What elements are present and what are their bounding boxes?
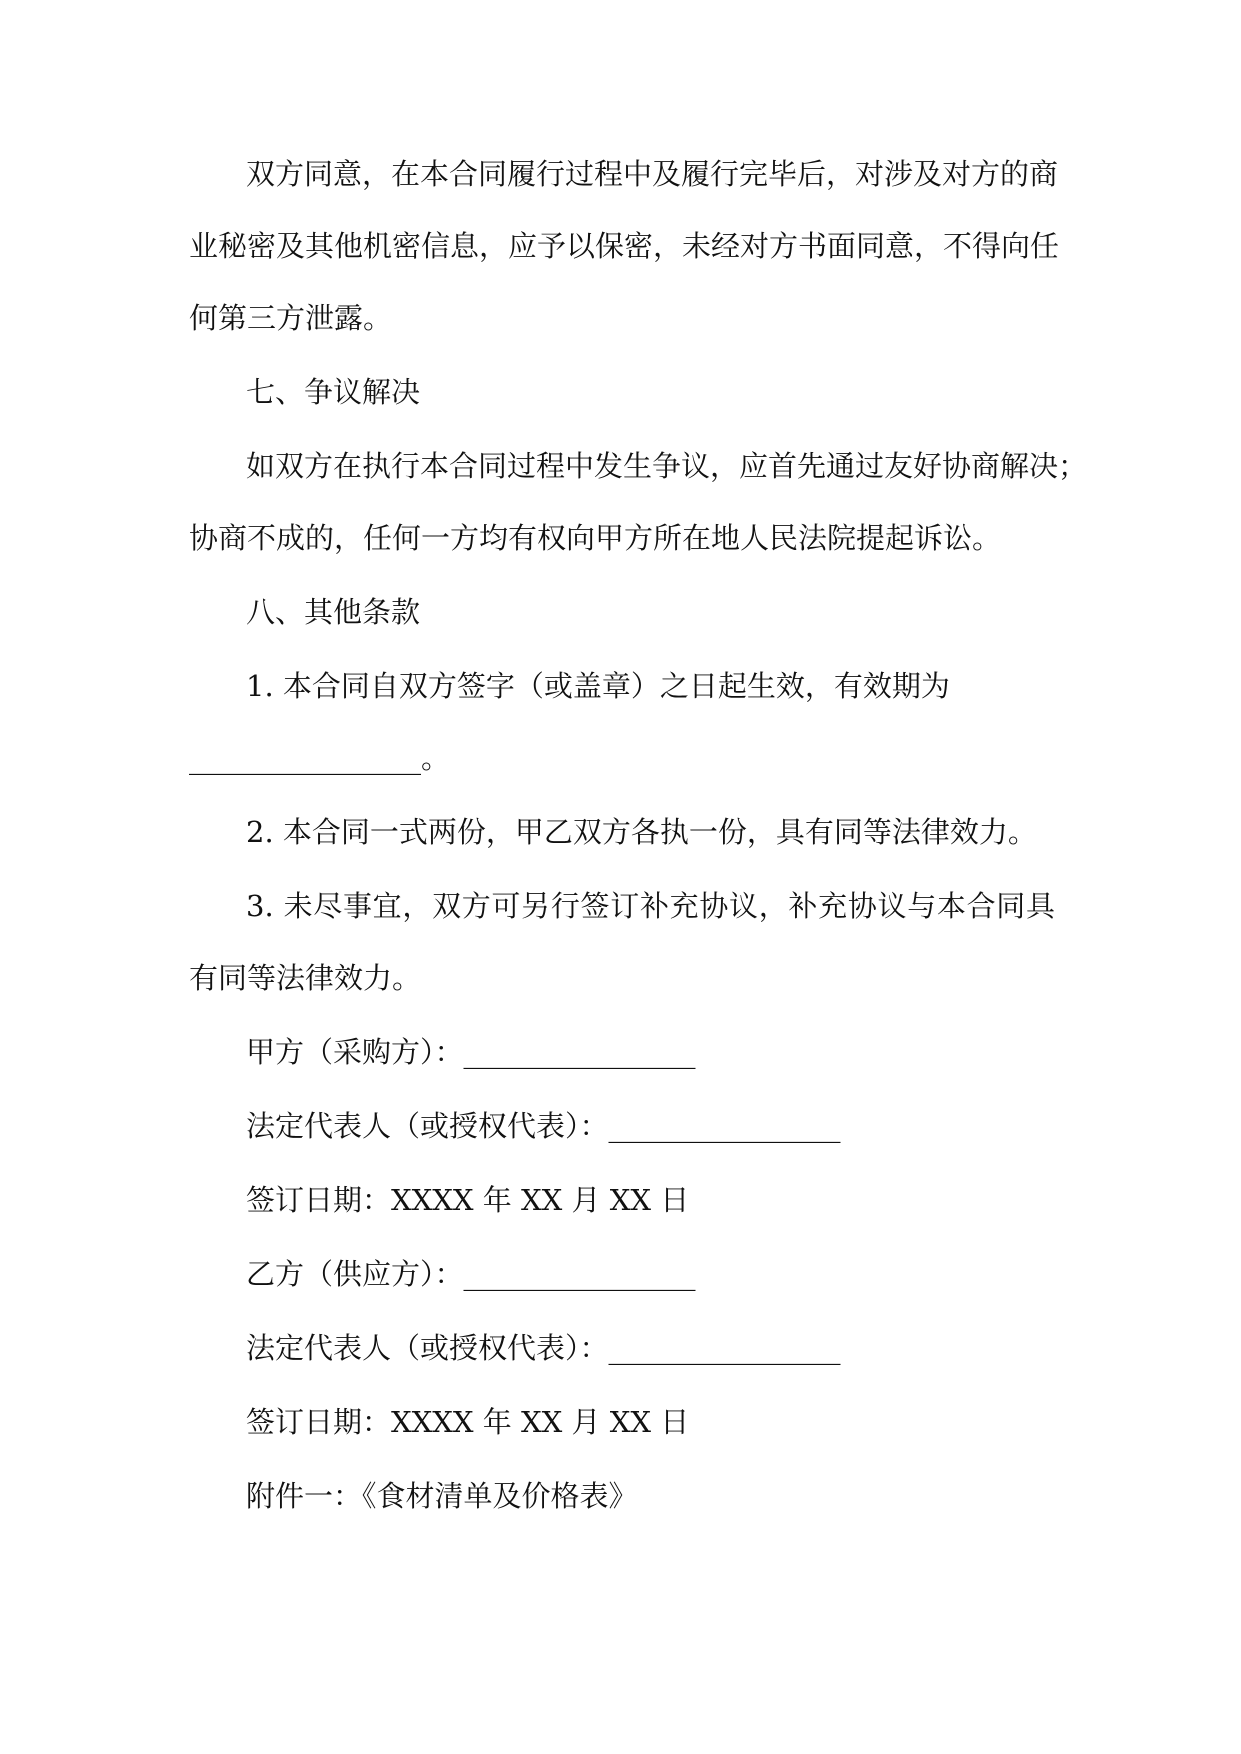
section-7-line-2: 协商不成的，任何一方均有权向甲方所在地人民法院提起诉讼。 [189,521,1002,555]
section-8-heading: 八、其他条款 [246,595,421,629]
confidentiality-line-2: 业秘密及其他机密信息，应予以保密，未经对方书面同意，不得向任 [189,229,1060,263]
confidentiality-line-3: 何第三方泄露。 [189,301,393,335]
party-b-signature: 乙方（供应方）：________________ [246,1257,696,1291]
party-a-sign-date: 签订日期：XXXX 年 XX 月 XX 日 [246,1183,690,1217]
section-8-item-3-line-1: 3. 未尽事宜，双方可另行签订补充协议，补充协议与本合同具 [246,889,1055,923]
party-b-representative: 法定代表人（或授权代表）：________________ [246,1331,841,1365]
section-8-item-1-line-2: ________________。 [189,741,451,775]
section-8-item-2: 2. 本合同一式两份，甲乙双方各执一份，具有同等法律效力。 [246,815,1037,849]
party-a-signature: 甲方（采购方）：________________ [246,1035,696,1069]
section-8-item-1-line-1: 1. 本合同自双方签字（或盖章）之日起生效，有效期为 [246,669,950,703]
section-7-line-1: 如双方在执行本合同过程中发生争议，应首先通过友好协商解决； [246,449,1088,483]
section-7-heading: 七、争议解决 [246,375,421,409]
party-a-representative: 法定代表人（或授权代表）：________________ [246,1109,841,1143]
attachment-reference: 附件一：《食材清单及价格表》 [246,1479,638,1513]
confidentiality-line-1: 双方同意，在本合同履行过程中及履行完毕后，对涉及对方的商 [246,157,1059,191]
party-b-sign-date: 签订日期：XXXX 年 XX 月 XX 日 [246,1405,690,1439]
section-8-item-3-line-2: 有同等法律效力。 [189,961,422,995]
